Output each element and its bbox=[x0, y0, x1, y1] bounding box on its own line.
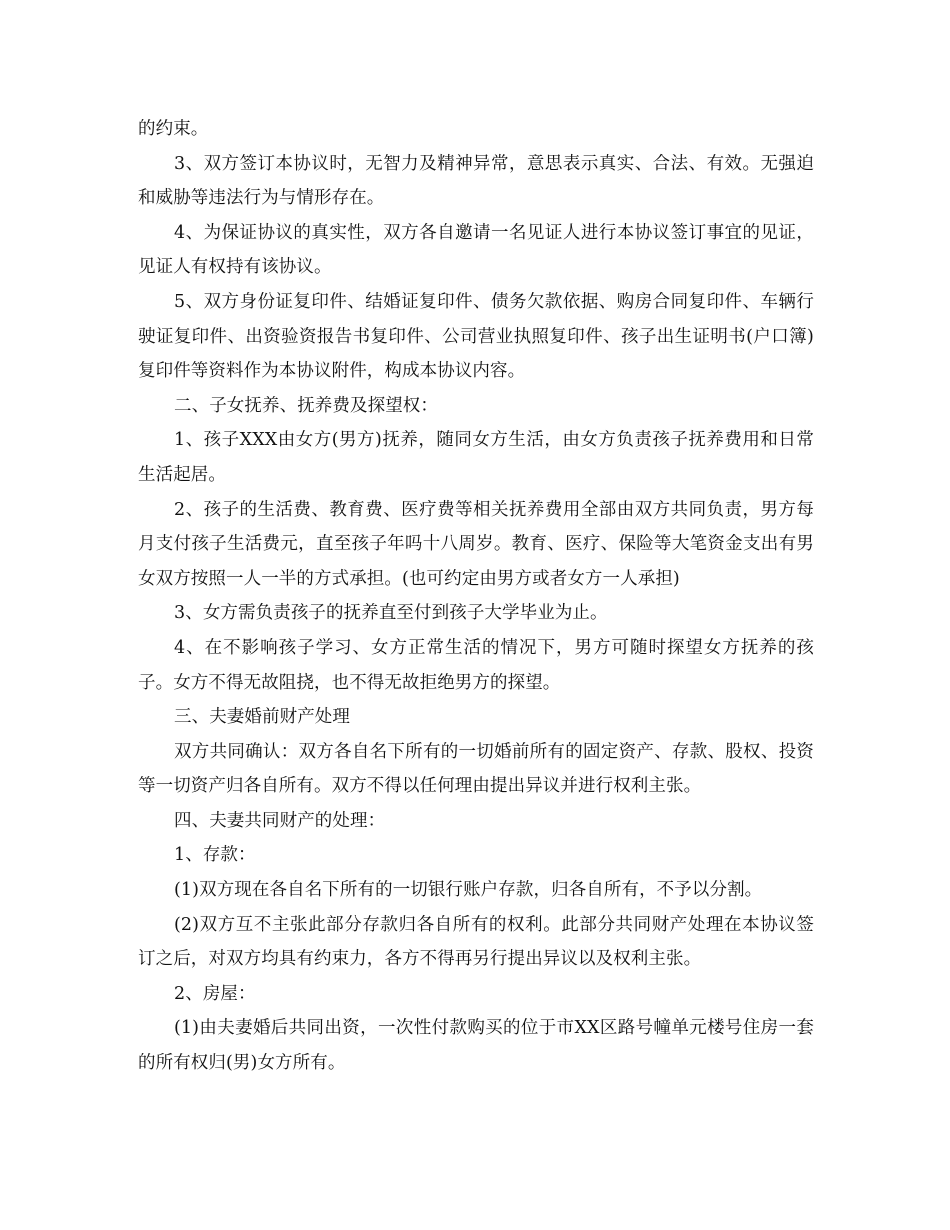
paragraph-clause-4: 4、为保证协议的真实性，双方各自邀请一名见证人进行本协议签订事宜的见证，见证人有权持有该协议。 bbox=[138, 222, 814, 278]
paragraph-clause-5: 5、双方身份证复印件、结婚证复印件、债务欠款依据、购房合同复印件、车辆行驶证复印件、出资验资报告书复印件、公司营业执照复印件、孩子出生证明书(户口簿)复印件等资料作为本协议附件，构成本协议内容。 bbox=[138, 291, 814, 382]
paragraph-custody-1: 1、孩子XXX由女方(男方)抚养，随同女方生活，由女方负责孩子抚养费用和日常生活起居。 bbox=[138, 430, 814, 485]
paragraph-continuation: 的约束。 bbox=[138, 119, 209, 139]
paragraph-clause-3: 3、双方签订本协议时，无智力及精神异常，意思表示真实、合法、有效。无强迫和威胁等违法行为与情形存在。 bbox=[138, 153, 814, 209]
paragraph-premarital-confirmation: 双方共同确认：双方各自名下所有的一切婚前所有的固定资产、存款、股权、投资等一切资产归各自所有。双方不得以任何理由提出异议并进行权利主张。 bbox=[138, 741, 814, 797]
paragraph-deposits-1: (1)双方现在各自名下所有的一切银行账户存款，归各自所有，不予以分割。 bbox=[174, 880, 763, 901]
paragraph-housing-1: (1)由夫妻婚后共同出资，一次性付款购买的位于市XX区路号幢单元楼号住房一套的所有权归(男)女方所有。 bbox=[138, 1018, 814, 1074]
paragraph-custody-2: 2、孩子的生活费、教育费、医疗费等相关抚养费用全部由双方共同负责，男方每月支付孩子生活费元，直至孩子年吗十八周岁。教育、医疗、保险等大笔资金支出有男女双方按照一人一半的方式承担。(也可约定由男方或者女方一人承担) bbox=[138, 499, 814, 589]
subheading-housing: 2、房屋： bbox=[174, 983, 256, 1004]
paragraph-custody-3: 3、女方需负责孩子的抚养直至付到孩子大学毕业为止。 bbox=[174, 603, 608, 624]
paragraph-custody-4: 4、在不影响孩子学习、女方正常生活的情况下，男方可随时探望女方抚养的孩子。女方不得无故阻挠，也不得无故拒绝男方的探望。 bbox=[138, 637, 814, 693]
document-body bbox=[138, 112, 814, 1081]
section-heading-child-custody: 二、子女抚养、抚养费及探望权： bbox=[174, 395, 438, 416]
paragraph-deposits-2: (2)双方互不主张此部分存款归各自所有的权利。此部分共同财产处理在本协议签订之后，对双方均具有约束力，各方不得再另行提出异议以及权利主张。 bbox=[138, 914, 814, 970]
section-heading-premarital-property: 三、夫妻婚前财产处理 bbox=[174, 707, 350, 728]
section-heading-joint-property: 四、夫妻共同财产的处理： bbox=[174, 810, 386, 831]
subheading-deposits: 1、存款： bbox=[174, 845, 256, 866]
